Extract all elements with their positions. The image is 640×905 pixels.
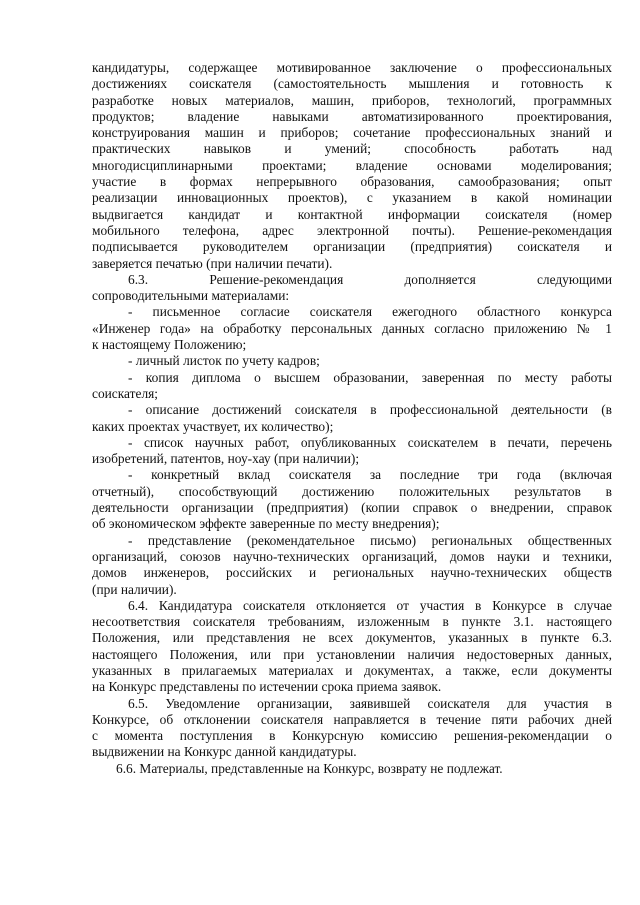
text-line: конструирования машин и приборов; сочетание профессиональных знаний и	[92, 125, 612, 141]
text-line: мобильного телефона, адрес электронной почты). Решение-рекомендация	[92, 222, 612, 238]
bullet-line: - представление (рекомендательное письмо) региональных общественных	[128, 532, 612, 548]
bullet-item	[92, 304, 612, 353]
text-line: участие в формах непрерывного образования, самообразования; опыт	[92, 174, 612, 190]
bullet-item	[92, 533, 612, 598]
text-line: выдвижении на Конкурс данной кандидатуры.	[92, 744, 357, 760]
text-line: Конкурсе, об отклонении соискателя направляется в течение пяти рабочих дней	[92, 711, 612, 727]
bullet-line: домов инженеров, российских и региональных научно-технических обществ	[92, 565, 612, 581]
text-line: с момента поступления в Конкурсную комиссию решения-рекомендации о	[92, 728, 612, 744]
text-line: продуктов; владение навыками автоматизированного проектирования,	[92, 108, 612, 124]
section-heading-line: 6.6. Материалы, представленные на Конкурс, возврату не подлежат.	[116, 760, 503, 776]
section-heading-line: 6.5. Уведомление организации, заявившей соискателя для участия в	[128, 695, 612, 711]
text-line: разработке новых материалов, машин, приборов, технологий, программных	[92, 92, 612, 108]
bullet-line: - личный листок по учету кадров;	[128, 353, 320, 369]
bullet-item	[92, 467, 612, 532]
bullet-line: - конкретный вклад соискателя за последние три года (включая	[128, 467, 612, 483]
bullet-item	[92, 353, 612, 369]
text-line: достижениях соискателя (самостоятельность мышления и готовность к	[92, 76, 612, 92]
bullet-line: - копия диплома о высшем образовании, заверенная по месту работы	[128, 369, 612, 385]
paragraph-continuation	[92, 60, 612, 272]
bullet-item	[92, 402, 612, 435]
section-6-5	[92, 696, 612, 761]
text-line: подписывается руководителем организации (предприятия) соискателя и	[92, 239, 612, 255]
text-line: несоответствия соискателя требованиям, изложенным в пункте 3.1. настоящего	[92, 614, 612, 630]
document-body	[92, 60, 612, 777]
section-heading-line: 6.4. Кандидатура соискателя отклоняется от участия в Конкурсе в случае	[128, 597, 612, 613]
text-line: заверяется печатью (при наличии печати).	[92, 255, 333, 271]
bullet-line: - письменное согласие соискателя ежегодного областного конкурса	[128, 304, 612, 320]
text-line: указанных в прилагаемых материалах и документах, а также, если документы	[92, 662, 612, 678]
text-line: кандидатуры, содержащее мотивированное заключение о профессиональных	[92, 60, 612, 75]
text-line: Положения, или представления не всех документов, указанных в пункте 6.3.	[92, 630, 612, 646]
bullet-line: - список научных работ, опубликованных соискателем в печати, перечень	[128, 434, 612, 450]
bullet-line: деятельности организации (предприятия) (копии справок о внедрении, справок	[92, 500, 612, 516]
bullet-line: изобретений, патентов, ноу-хау (при наличии);	[92, 451, 360, 467]
bullet-line: организаций, союзов научно-технических организаций, домов науки и техники,	[92, 548, 612, 564]
bullet-item	[92, 435, 612, 468]
text-line: выдвигается кандидат и контактной информации соискателя (номер	[92, 206, 612, 222]
section-heading-line: 6.3. Решение-рекомендация дополняется следующими	[128, 271, 612, 287]
section-6-3	[92, 272, 612, 305]
bullet-line: об экономическом эффекте заверенные по месту внедрения);	[92, 516, 440, 532]
bullet-line: к настоящему Положению;	[92, 337, 247, 353]
section-6-4	[92, 598, 612, 696]
text-line: практических навыков и умений; способность работать над	[92, 141, 612, 157]
bullet-line: каких проектах участвует, их количество);	[92, 418, 334, 434]
bullet-line: (при наличии).	[92, 581, 177, 597]
text-line: реализации инновационных проектов), с указанием в какой номинации	[92, 190, 612, 206]
section-6-6	[92, 761, 612, 777]
bullet-line: отчетный), способствующий достижению положительных результатов в	[92, 483, 612, 499]
bullet-item	[92, 370, 612, 403]
text-line: многодисциплинарными проектами; владение основами моделирования;	[92, 157, 612, 173]
text-line: сопроводительными материалами:	[92, 288, 290, 304]
bullet-line: «Инженер года» на обработку персональных данных согласно приложению № 1	[92, 320, 612, 336]
text-line: настоящего Положения, или при установлении наличия недостоверных данных,	[92, 646, 612, 662]
bullet-line: - описание достижений соискателя в профессиональной деятельности (в	[128, 402, 612, 418]
bullet-line: соискателя;	[92, 385, 159, 401]
text-line: на Конкурс представлены по истечении срока приема заявок.	[92, 679, 442, 695]
